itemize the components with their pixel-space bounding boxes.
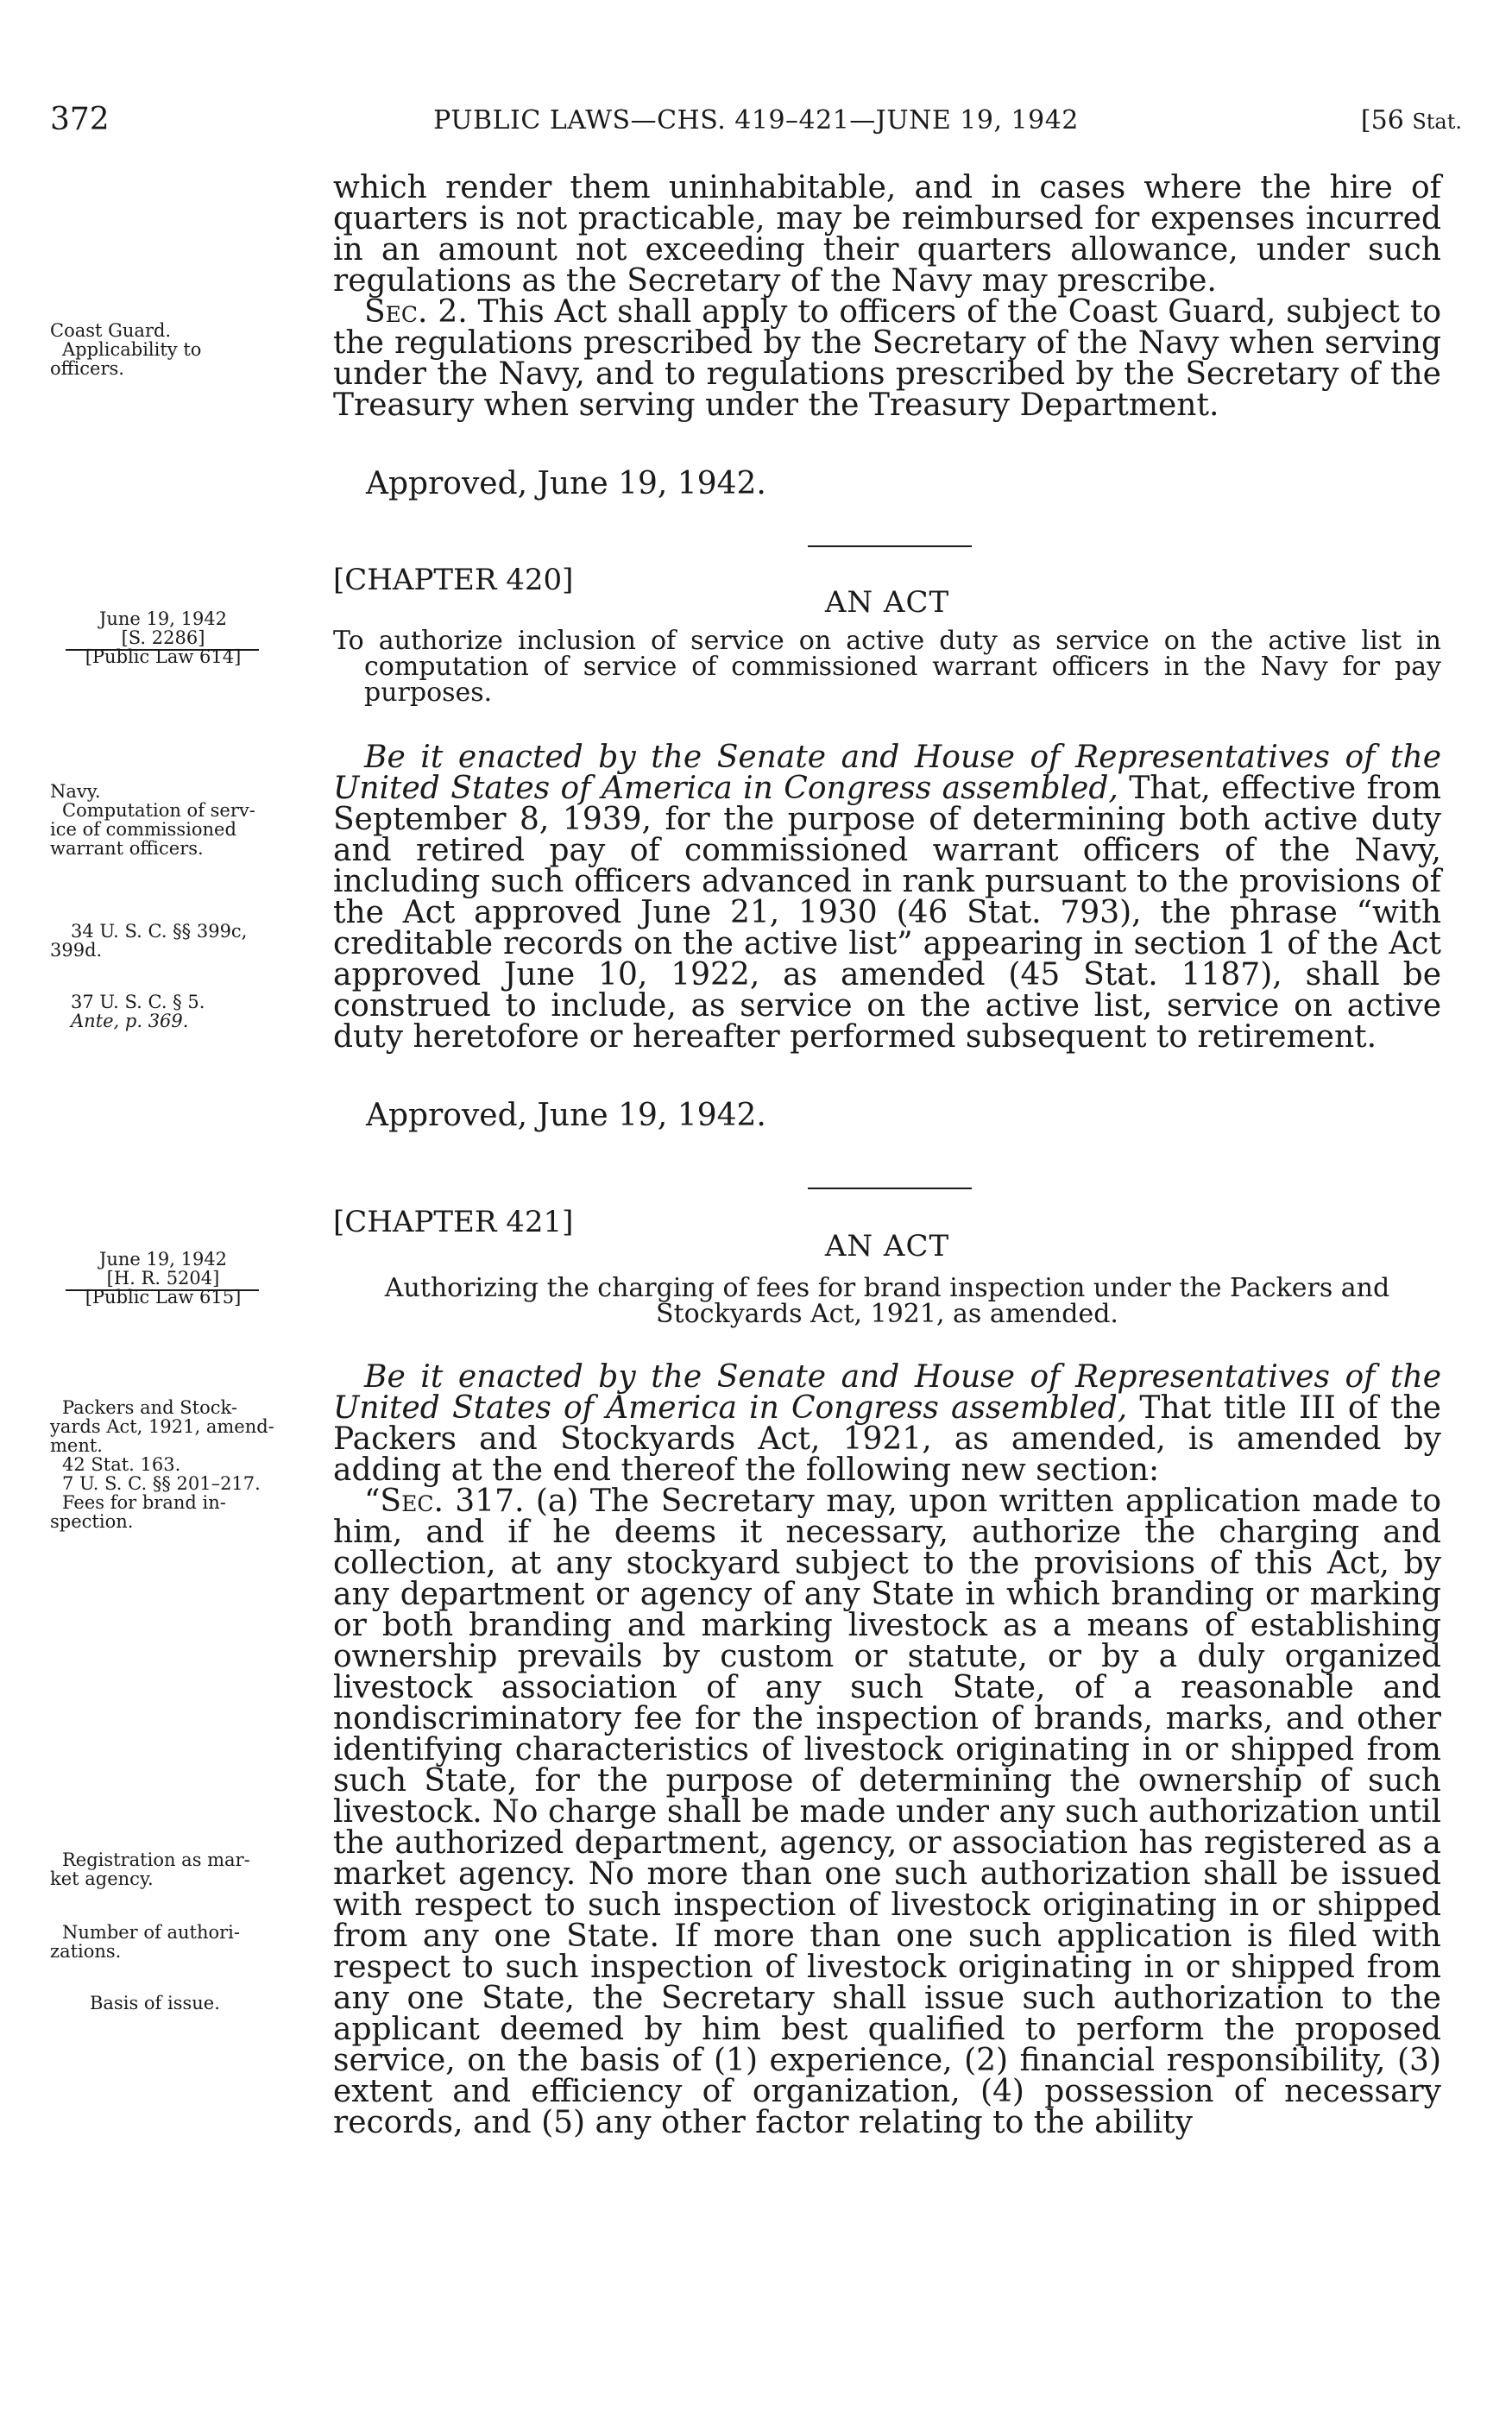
page-number: 372 [50,102,110,137]
volume-reference: [56 Stat. [1360,105,1462,135]
margin-note-usc-37: 37 U. S. C. § 5. Ante, p. 369. [71,992,205,1031]
ch420-approved: Approved, June 19, 1942. [366,1098,766,1133]
ch420-text: That, effective from September 8, 1939, for the purpose of determining both active duty and retired pay of commissioned warrant officers of the Navy, including such officers advanced in rank pursuant to the provisions of the Act approved June 21, 1930 (46 Stat. 793), the phrase “with creditable records on the active list” appearing in section 1 of the Act approved June 10, 1922, as amended (45 Stat. 1187), shall be construed to include, as service on the active list, service on active duty heretofore or hereafter performed subsequent to retirement. [333,771,1441,1055]
ch421-enacting-clause: Be it enacted by the Senate and House of Representatives of the United States of America in Congress assembled, [333,1359,1441,1426]
margin-note-number: Number of authori- zations. [50,1922,240,1962]
margin-note-ch420-citation: June 19, 1942 [S. 2286] [Public Law 614] [85,608,242,667]
section-divider [808,545,972,547]
ch419-continuation [333,170,1441,423]
ch420-body [333,742,1441,1053]
margin-note-registration: Registration as mar- ket agency. [50,1849,250,1889]
margin-note-navy: Navy. Computation of serv- ice of commissioned warrant officers. [50,781,255,859]
margin-rule [66,1289,259,1291]
ch421-an-act: AN ACT [824,1229,950,1263]
margin-note-usc-34: 34 U. S. C. §§ 399c, 399d. [50,921,248,961]
ch421-sec317: “Sec. 317. (a) The Secretary may, upon written application made to him, and if he deems it necessary, authorize the charging and collection, at any stockyard subject to the provisions of this Act, by any department or agency of any State in which branding or marking or both branding and marking livestock as a means of establishing ownership prevails by custom or statute, or by a duly organized livestock association of any such State, of a reasonable and nondiscriminatory fee for the inspection of brands, marks, and other identifying characteristics of livestock originating in or shipped from such State, for the purpose of determining the ownership of such livestock. No charge shall be made under any such authorization until the authorized department, agency, or association has registered as a market agency. No more than one such authorization shall be issued with respect to such inspection of livestock originating in or shipped from any one State. If more than one such application is filed with respect to such inspection of livestock originating in or shipped from any one State, the Secretary shall issue such authorization to the applicant deemed by him best qualified to perform the proposed service, on the basis of (1) experience, (2) financial responsibility, (3) extent and efficiency of organization, (4) possession of necessary records, and (5) any other factor relating to the ability [333,1484,1441,2140]
margin-note-packers: Packers and Stock- yards Act, 1921, amend- ment. 42 Stat. 163. 7 U. S. C. §§ 201–217. Fees for brand in- spection. [50,1397,274,1532]
ch421-heading: [CHAPTER 421] [333,1205,574,1239]
ch420-an-act: AN ACT [824,585,950,620]
ch419-text: which render them uninhabitable, and in cases where the hire of quarters is not practicable, may be reimbursed for expenses incurred in an amount not exceeding their quarters allowance, under such regulations as the Secretary of the Navy may prescribe. [333,170,1441,299]
ch420-enacting-clause: Be it enacted by the Senate and House of Representatives of the United States of America in Congress assembled, [333,740,1441,806]
margin-note-coast-guard: Coast Guard. Applicability to officers. [50,320,202,379]
ch419-sec2: Sec. 2. This Act shall apply to officers of the Coast Guard, subject to the regulations prescribed by the Secretary of the Navy when serving under the Navy, and to regulations prescribed by the Secretary of the Treasury when serving under the Treasury Department. [333,294,1441,423]
ch421-body [333,1359,1441,2140]
margin-note-basis: Basis of issue. [90,1993,220,2013]
margin-note-ch421-citation: June 19, 1942 [H. R. 5204] [Public Law 615] [85,1249,242,1308]
margin-rule [66,649,259,651]
ch420-title: To authorize inclusion of service on active duty as service on the active list in computation of service of commissioned warrant officers in the Navy for pay purposes. [333,626,1441,708]
ch421-text: That title III of the Packers and Stockyards Act, 1921, as amended, is amended by adding at the end thereof the following new section: [333,1390,1441,1488]
section-divider [808,1188,972,1189]
ch421-title: Authorizing the charging of fees for brand inspection under the Packers and Stockyards Act, 1921, as amended. [384,1273,1390,1329]
running-title: PUBLIC LAWS—CHS. 419–421—JUNE 19, 1942 [433,105,1079,135]
ch419-approved: Approved, June 19, 1942. [366,466,766,501]
ch420-heading: [CHAPTER 420] [333,563,574,597]
running-header [50,102,1462,145]
